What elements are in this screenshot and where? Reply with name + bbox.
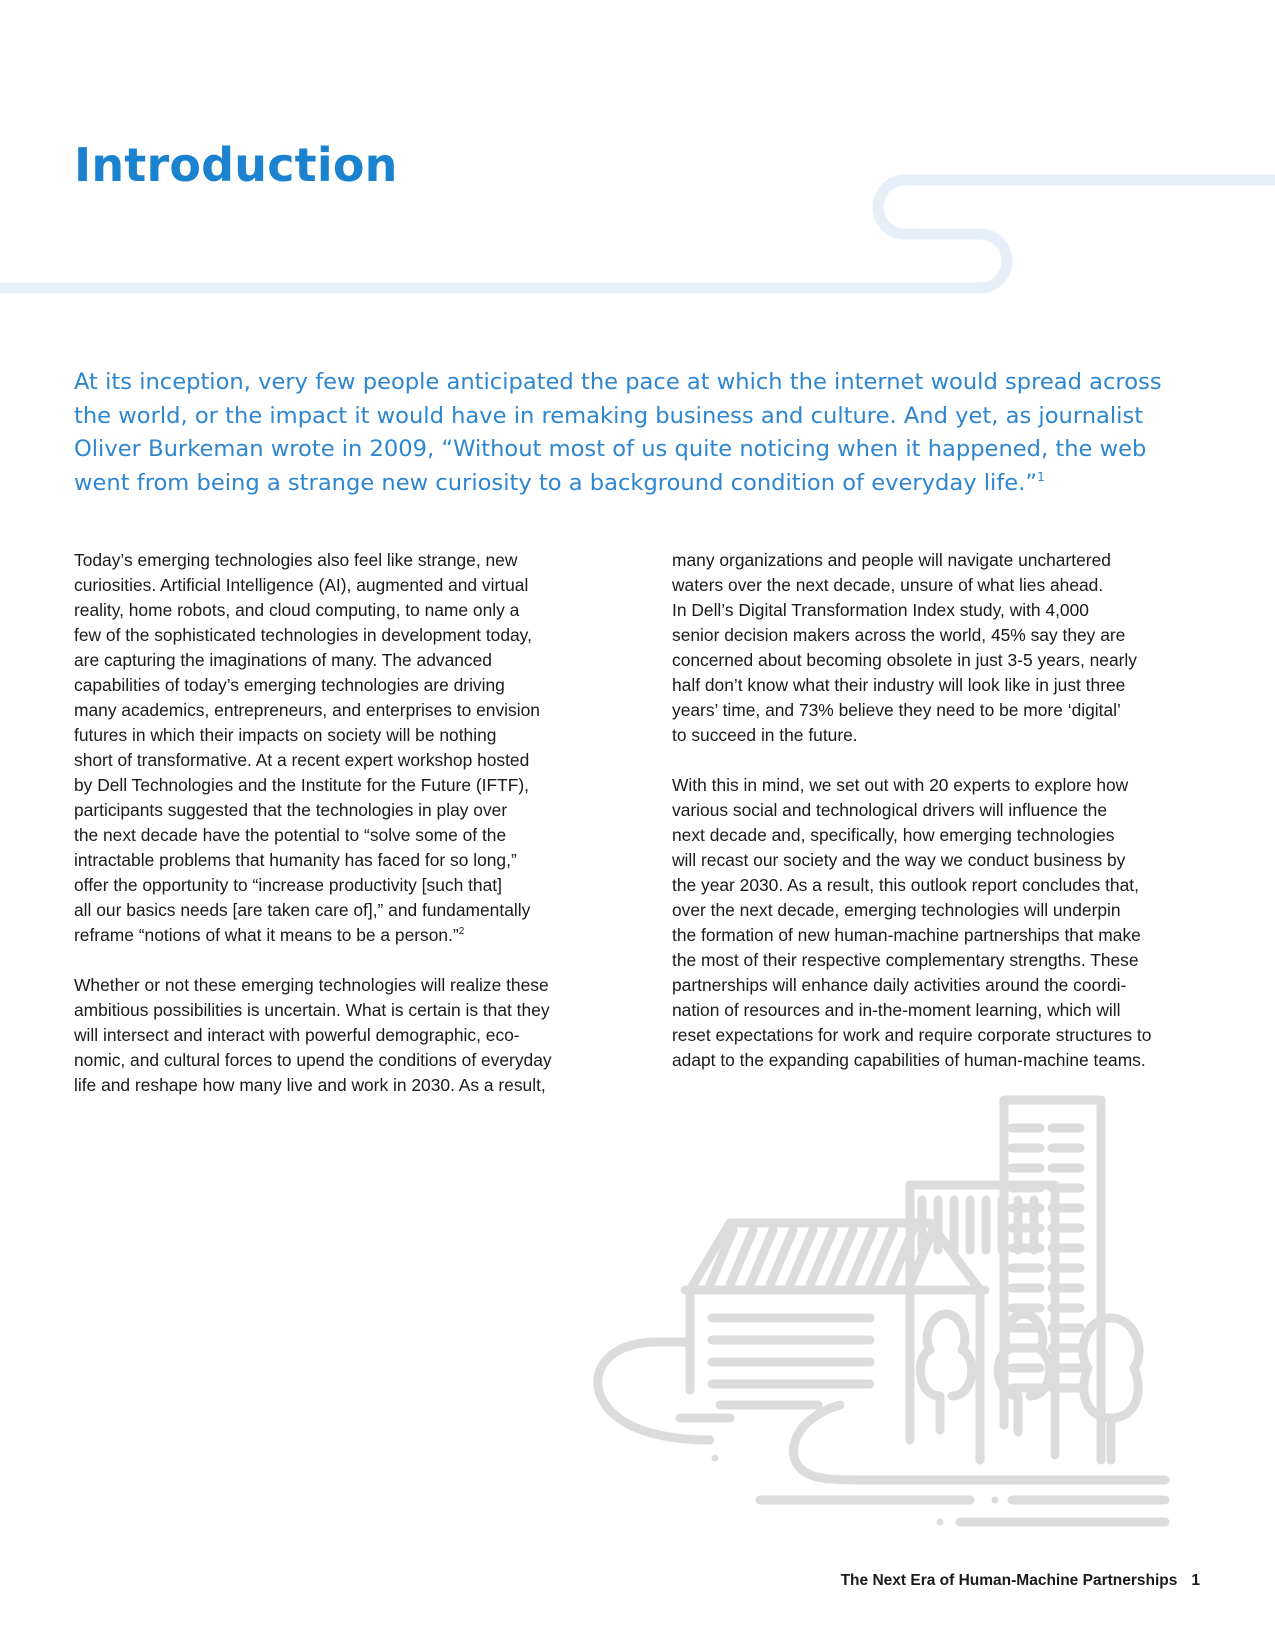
text-line: half don’t know what their industry will look like in just three [672, 675, 1126, 695]
text-line: the year 2030. As a result, this outlook report concludes that, [672, 875, 1139, 895]
footnote-marker[interactable]: 1 [1037, 469, 1045, 484]
text-line: next decade and, specifically, how emerging technologies [672, 825, 1115, 845]
text-line: to succeed in the future. [672, 725, 858, 745]
page-footer [841, 1572, 1200, 1590]
text-line: the most of their respective complementary strengths. These [672, 950, 1139, 970]
text-line: ambitious possibilities is uncertain. What is certain is that they [74, 1000, 550, 1020]
text-line: Whether or not these emerging technologies will realize these [74, 975, 549, 995]
text-line: capabilities of today’s emerging technologies are driving [74, 675, 505, 695]
lead-line: Burkeman wrote in 2009, “Without most of us quite noticing when it happened, the web went from [74, 436, 1147, 496]
lead-line: being a strange new curiosity to a background condition of everyday life.”$^1$ [196, 469, 1045, 496]
text-line: various social and technological drivers will influence the [672, 800, 1107, 820]
footnote-marker[interactable]: 2 [458, 926, 465, 937]
text-line: futures in which their impacts on society will be nothing [74, 725, 497, 745]
text-line: adapt to the expanding capabilities of human-machine teams. [672, 1050, 1146, 1070]
text-line: reality, home robots, and cloud computing, to name only a [74, 600, 520, 620]
text-line: senior decision makers across the world, 45% say they are [672, 625, 1126, 645]
text-line: many organizations and people will navigate unchartered [672, 550, 1111, 570]
text-line: nomic, and cultural forces to upend the conditions of everyday [74, 1050, 552, 1070]
text-line: reset expectations for work and require corporate structures to [672, 1025, 1152, 1045]
text-line: concerned about becoming obsolete in just 3-5 years, nearly [672, 650, 1137, 670]
text-line: life and reshape how many live and work in 2030. As a result, [74, 1075, 546, 1095]
text-line: will recast our society and the way we conduct business by [672, 850, 1126, 870]
text-line: reframe “notions of what it means to be a person.”$^2$ [74, 925, 465, 945]
text-line: offer the opportunity to “increase productivity [such that] [74, 875, 502, 895]
text-line: the formation of new human-machine partnerships that make [672, 925, 1141, 945]
text-line: waters over the next decade, unsure of what lies ahead. [672, 575, 1104, 595]
page-title: Introduction [74, 138, 398, 192]
text-line: years’ time, and 73% believe they need to be more ‘digital’ [672, 700, 1121, 720]
text-line: With this in mind, we set out with 20 experts to explore how [672, 775, 1129, 795]
text-line: many academics, entrepreneurs, and enterprises to envision [74, 700, 540, 720]
text-line: In Dell’s Digital Transformation Index study, with 4,000 [672, 600, 1089, 620]
text-line: curiosities. Artificial Intelligence (AI), augmented and virtual [74, 575, 529, 595]
text-line: intractable problems that humanity has faced for so long,” [74, 850, 517, 870]
lead-line: At its inception, very few people anticipated the pace at which the internet would spread across the [74, 369, 1162, 429]
text-line: partnerships will enhance daily activities around the coordi- [672, 975, 1127, 995]
text-line: are capturing the imaginations of many. The advanced [74, 650, 492, 670]
text-line: over the next decade, emerging technologies will underpin [672, 900, 1121, 920]
text-line: short of transformative. At a recent expert workshop hosted [74, 750, 530, 770]
text-line: by Dell Technologies and the Institute for the Future (IFTF), [74, 775, 529, 795]
lead-line: world, or the impact it would have in remaking business and culture. And yet, as journalist Oliver [74, 402, 1144, 462]
text-line: few of the sophisticated technologies in development today, [74, 625, 532, 645]
text-line: all our basics needs [are taken care of],” and fundamentally [74, 900, 531, 920]
text-line: will intersect and interact with powerful demographic, eco- [74, 1025, 520, 1045]
page-number: 1 [1191, 1572, 1200, 1589]
text-line: nation of resources and in-the-moment learning, which will [672, 1000, 1121, 1020]
text-line: participants suggested that the technologies in play over [74, 800, 508, 820]
footer-title: The Next Era of Human-Machine Partnerships [840, 1572, 1178, 1589]
text-line: the next decade have the potential to “solve some of the [74, 825, 507, 845]
text-line: Today’s emerging technologies also feel like strange, new [74, 550, 518, 570]
